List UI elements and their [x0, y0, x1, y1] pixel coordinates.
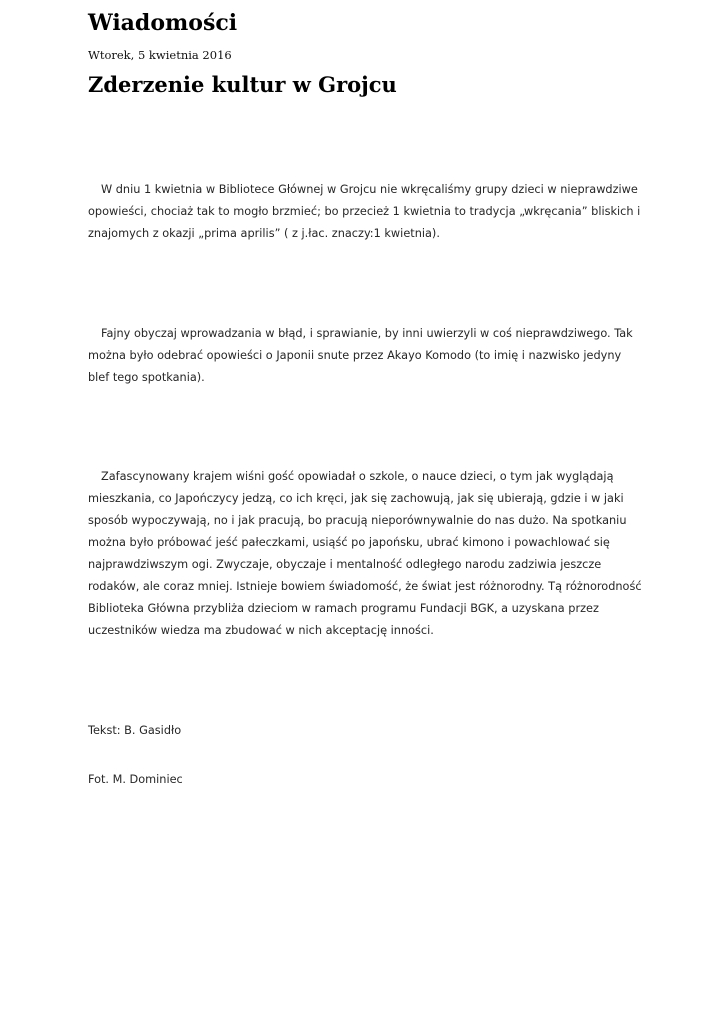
photo-credit: Fot. M. Dominiec [88, 773, 183, 786]
publication-date: Wtorek, 5 kwietnia 2016 [88, 48, 232, 62]
article-paragraph-1: W dniu 1 kwietnia w Bibliotece Głównej w Grojcu nie wkręcaliśmy grupy dzieci w nieprawdziwe opowieści, chociaż tak to mogło brzmieć; bo przecież 1 kwietnia to tradycja „wkręcania” bliskich i znajomych z okazji „prima aprilis” ( z j.łac. znaczy:1 kwietnia). [88, 183, 641, 240]
text-author-credit: Tekst: B. Gasidło [88, 724, 182, 737]
article-paragraph-3: Zafascynowany krajem wiśni gość opowiadał o szkole, o nauce dzieci, o tym jak wyglądają mieszkania, co Japończycy jedzą, co ich kręci, jak się zachowują, jak się ubierają, gdzie i w jaki sposób wypoczywają, no i jak pracują, bo pracują nieporównywalnie do nas dużo. Na spotkaniu można było próbować jeść pałeczkami, usiąść po japońsku, ubrać kimono i powachlować się najprawdziwszym ogi. Zwyczaje, obyczaje i mentalność odległego narodu zadziwia jeszcze rodaków, ale coraz mniej. Istnieje bowiem świadomość, że świat jest różnorodny. Tą różnorodność Biblioteka Główna przybliża dzieciom w ramach programu Fundacji BGK, a uzyskana przez uczestników wiedza ma zbudować w nich akceptację inności. [88, 470, 642, 637]
article-paragraph-2: Fajny obyczaj wprowadzania w błąd, i sprawianie, by inni uwierzyli w coś nieprawdziwego. Tak można było odebrać opowieści o Japonii snute przez Akayo Komodo (to imię i nazwisko jedyny blef tego spotkania). [88, 327, 633, 384]
section-title: Wiadomości [88, 10, 238, 36]
article-title: Zderzenie kultur w Grojcu [88, 72, 397, 97]
